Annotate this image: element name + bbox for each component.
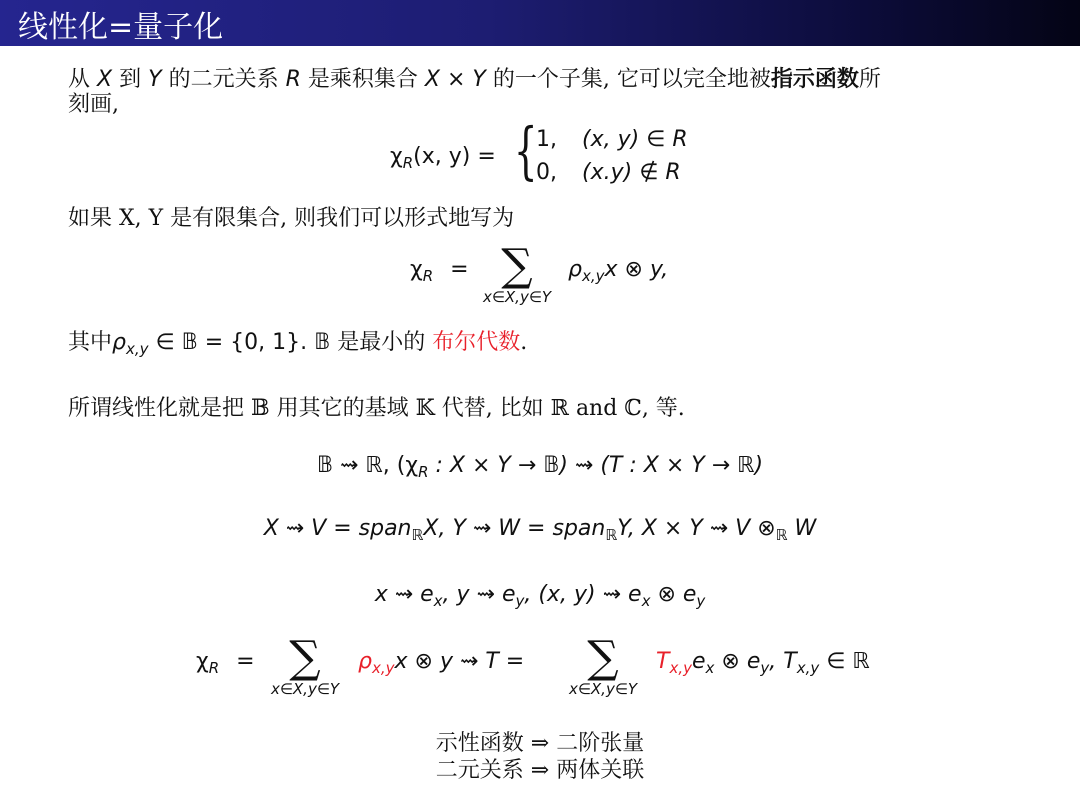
times-symbol: × — [446, 67, 466, 92]
case-row-2 — [536, 160, 681, 186]
text: 其中 — [68, 330, 113, 355]
text: x ⇝ e — [374, 582, 434, 607]
subscript: ℝ — [775, 526, 788, 544]
text: , y ⇝ e — [442, 582, 516, 607]
subscript: R — [422, 267, 434, 285]
chi-symbol: χ — [196, 649, 209, 674]
indicator-function-term: 指示函数 — [770, 66, 859, 92]
sum-range: x∈X,y∈Y — [568, 680, 638, 698]
subscript: x — [641, 592, 651, 610]
subscript: x,y — [125, 340, 149, 358]
case-row-1 — [536, 127, 688, 153]
subscript: R — [418, 463, 429, 481]
text: ⊗ e — [650, 582, 697, 607]
text: 的二元关系 — [168, 67, 279, 92]
text: X, Y ⇝ W = span — [423, 516, 606, 541]
case-condition: (x, y) ∈ R — [582, 127, 688, 152]
text: x ⊗ y ⇝ T = — [394, 649, 525, 674]
case-value: 1, — [536, 127, 557, 152]
tensor-body: x ⊗ y, — [604, 257, 669, 282]
args: (x, y) = — [413, 144, 496, 169]
subscript: x,y — [581, 267, 605, 285]
eq-replacement-2 — [0, 516, 1080, 544]
para2: 如果 X, Y 是有限集合, 则我们可以形式地写为 — [68, 206, 515, 231]
para3 — [68, 330, 527, 356]
math-Y: Y — [472, 67, 486, 92]
subscript: x,y — [371, 659, 395, 677]
cases-lhs — [390, 144, 496, 170]
sigma-symbol: ∑ — [289, 632, 321, 683]
tensor-T: T — [656, 649, 670, 674]
case-value: 0, — [536, 160, 557, 185]
subscript: x,y — [796, 659, 820, 677]
sum-range: x∈X,y∈Y — [482, 288, 552, 306]
text: 到 — [119, 67, 142, 92]
text: . — [520, 330, 528, 355]
math-Y: Y — [148, 67, 162, 92]
text: , (x, y) ⇝ e — [524, 582, 642, 607]
conclusion-line-1: 示性函数 ⇒ 二阶张量 — [435, 731, 645, 756]
sigma-symbol: ∑ — [501, 240, 533, 291]
subscript: R — [402, 154, 414, 172]
eq-replacement-3 — [0, 582, 1080, 610]
rho-symbol: ρ — [112, 330, 126, 355]
slide-title: 线性化=量子化 — [18, 10, 224, 45]
subscript: x,y — [669, 659, 692, 677]
text: Y, X × Y ⇝ V ⊗ — [617, 516, 776, 541]
para1-line1 — [68, 66, 881, 93]
text: X ⇝ V = span — [263, 516, 412, 541]
boolean-algebra-term: 布尔代数 — [432, 330, 521, 355]
sum1-lhs — [410, 257, 469, 283]
sum2-middle — [358, 649, 524, 675]
subscript: y — [696, 592, 706, 610]
text: ∈ 𝔹 = {0, 1}. 𝔹 是最小的 — [155, 330, 426, 355]
math-X: X — [97, 67, 113, 92]
sigma-symbol: ∑ — [587, 632, 619, 683]
subscript: x — [433, 592, 443, 610]
text: 𝔹 ⇝ ℝ, (χ — [316, 453, 419, 478]
rho-symbol: ρ — [568, 257, 582, 282]
subscript: x — [705, 659, 715, 677]
basis-e: e — [691, 649, 706, 674]
sum-range: x∈X,y∈Y — [270, 680, 340, 698]
text: W — [787, 516, 817, 541]
text: ∈ ℝ — [819, 649, 870, 674]
eq-replacement-1 — [0, 453, 1080, 481]
subscript: y — [515, 592, 525, 610]
text: , T — [769, 649, 797, 674]
subscript: ℝ — [605, 526, 618, 544]
text: 所 — [858, 67, 881, 92]
math-R: R — [285, 67, 301, 92]
rho-symbol: ρ — [358, 649, 372, 674]
equals: = — [236, 649, 255, 674]
math-X: X — [424, 67, 440, 92]
left-brace: { — [513, 114, 538, 187]
equals: = — [450, 257, 469, 282]
sum2-sigma-1 — [258, 632, 352, 698]
text: 的一个子集, 它可以完全地被 — [492, 67, 771, 92]
para4: 所谓线性化就是把 𝔹 用其它的基域 𝕂 代替, 比如 ℝ and ℂ, 等. — [68, 396, 685, 421]
sum2-sigma-2 — [556, 632, 650, 698]
sum2-right — [656, 649, 870, 675]
para1-line2: 刻画, — [68, 92, 119, 117]
text: 是乘积集合 — [307, 67, 418, 92]
subscript: ℝ — [411, 526, 424, 544]
case-condition: (x.y) ∉ R — [582, 160, 681, 185]
text: : X × Y → 𝔹) ⇝ (T : X × Y → ℝ) — [428, 453, 764, 478]
text: 从 — [68, 67, 91, 92]
sum1-body — [568, 257, 668, 283]
sum2-lhs — [196, 649, 255, 675]
sum1-sigma — [472, 240, 562, 306]
chi-symbol: χ — [390, 144, 403, 169]
conclusion-line-2: 二元关系 ⇒ 两体关联 — [435, 758, 645, 783]
subscript: y — [760, 659, 770, 677]
text: ⊗ e — [714, 649, 761, 674]
subscript: R — [208, 659, 220, 677]
chi-symbol: χ — [410, 257, 423, 282]
